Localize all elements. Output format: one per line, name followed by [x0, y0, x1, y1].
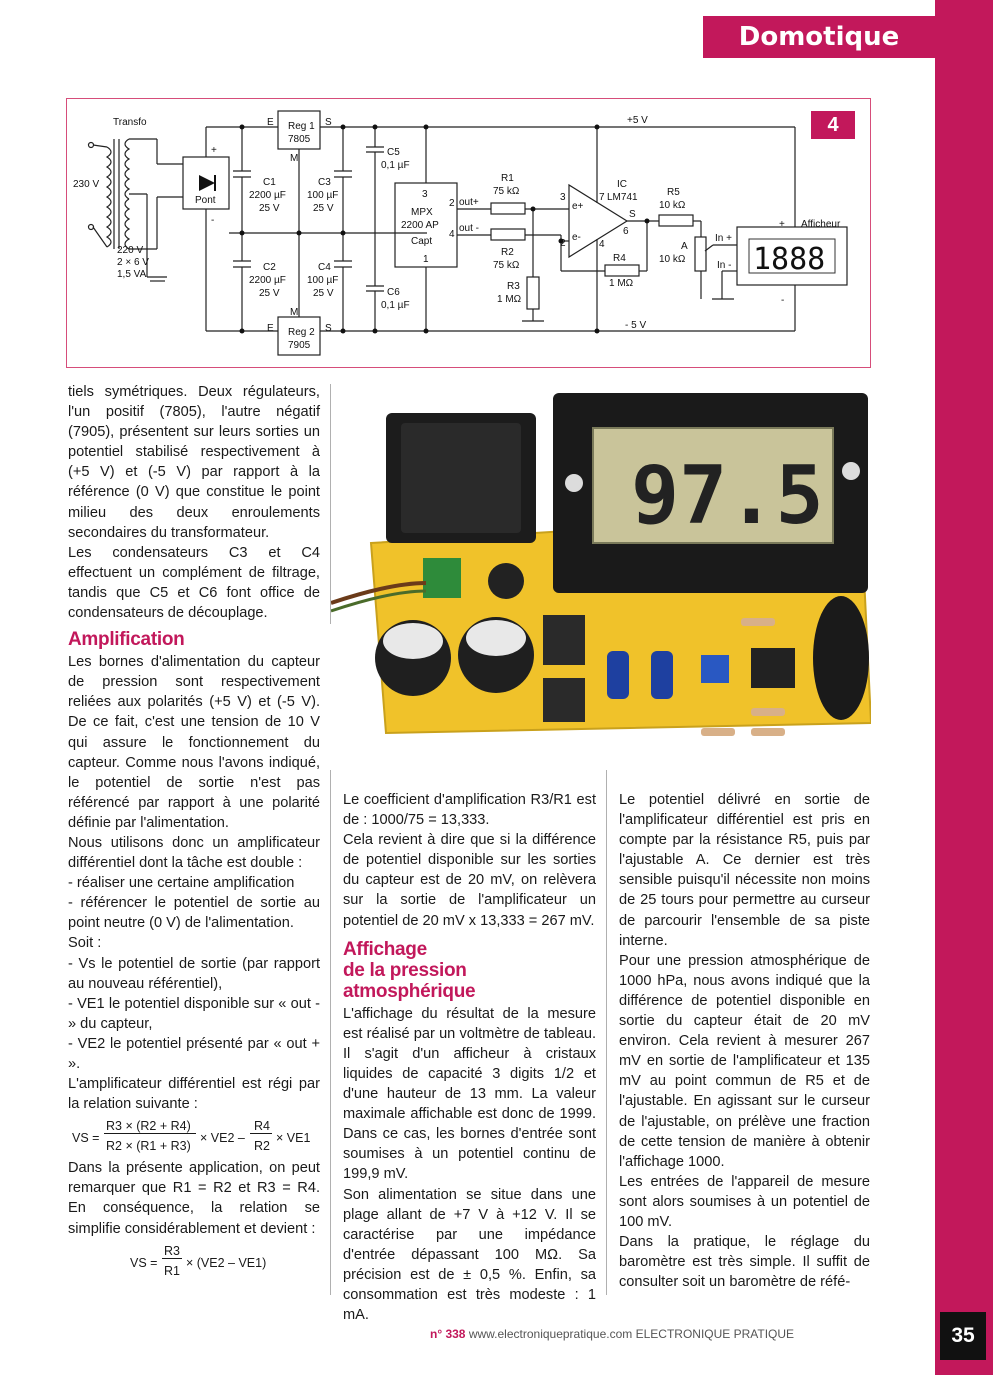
label-capt-pin4: 4	[449, 229, 455, 240]
label-in-minus: In -	[717, 260, 732, 271]
label-ic: IC	[617, 179, 627, 190]
label-capt-name: Capt	[411, 236, 433, 247]
label-e-minus: e-	[572, 232, 581, 243]
label-e2: E	[267, 323, 274, 334]
footer-site: www.electroniquepratique.com	[468, 1327, 633, 1341]
label-r3-val: 1 MΩ	[497, 294, 522, 305]
column-rule-1b	[330, 770, 331, 1295]
label-sec-1: 220 V	[117, 245, 144, 256]
formula-2-lhs: VS =	[130, 1255, 158, 1270]
col1-list-2: - référencer le potentiel de sortie au point neutre (0 V) de l'alimentation.	[68, 895, 320, 932]
formula-1-den2: R2	[254, 1139, 270, 1154]
column-3	[619, 790, 870, 1292]
label-m2: M	[290, 307, 299, 318]
page-number: 35	[940, 1312, 986, 1360]
formula-2-num: R3	[164, 1243, 180, 1258]
formula-1-den1: R2 × (R1 + R3)	[106, 1139, 191, 1154]
label-disp-minus: -	[781, 295, 785, 306]
col1-list-1: - réaliser une certaine amplification	[68, 875, 295, 892]
col1-def-vs: - Vs le potentiel de sortie (par rapport au nouveau référentiel),	[68, 955, 320, 992]
col2-para-3: L'affichage du résultat de la mesure est réalisé par un voltmètre de tableau. Il s'agit d'un afficheur à cristaux liquides de capacité 3 digits 1/2 et d'une hauteur de 13 mm. La valeur maximale affichable est donc de 1999. Dans ce cas, les bornes d'entrée sont soumises à un potentiel continu de 199,9 mV.	[343, 1005, 596, 1183]
label-c4-v: 25 V	[313, 288, 334, 299]
col3-para-1: Le potentiel délivré en sortie de l'amplificateur différentiel est pris en compte par la résistance R5, puis par l'ajustable A. Ce dernier est très sensible puisqu'il nécessite non moins de 25 tours pour permettre au curseur de parcourir l'ensemble de sa piste interne.	[619, 792, 870, 949]
formula-2-bar	[162, 1258, 182, 1259]
label-out-plus: out+	[459, 197, 479, 208]
section-header: Domotique	[703, 16, 935, 58]
label-c3: C3	[318, 177, 331, 188]
label-r1: R1	[501, 173, 514, 184]
label-c3-v: 25 V	[313, 203, 334, 214]
label-reg1: Reg 1	[288, 121, 315, 132]
photo-display-value: 97.5	[631, 449, 824, 542]
col1-def-ve1: - VE1 le potentiel disponible sur « out - » du capteur,	[68, 995, 320, 1032]
schematic-figure	[66, 98, 871, 368]
col1-para-soit: Soit :	[68, 935, 102, 952]
col1-para-relation: L'amplificateur différentiel est régi par la relation suivante :	[68, 1076, 320, 1113]
label-lm741: LM741	[607, 192, 638, 203]
label-c4: C4	[318, 262, 331, 273]
figure-number: 4	[811, 111, 855, 139]
heading-amplification: Amplification	[68, 629, 185, 651]
label-7905: 7905	[288, 340, 311, 351]
formula-1-lhs: VS =	[72, 1131, 100, 1146]
label-e-plus: e+	[572, 201, 584, 212]
label-pont-plus: +	[211, 145, 217, 156]
label-out-minus: out -	[459, 223, 480, 234]
label-c1-val: 2200 µF	[249, 190, 286, 201]
col2-para-2: Cela revient à dire que si la différence de potentiel disponible sur les sorties du capteur est de 20 mV, on relèvera sur la sortie de l'amplificateur un potentiel de 20 mV x 13,333 = 267 mV.	[343, 832, 596, 929]
formula-1-num2: R4	[254, 1119, 270, 1134]
heading-affichage-1: Affichage	[343, 938, 427, 960]
col3-para-4: Dans la pratique, le réglage du baromètre est très simple. Il suffit de consulter soit un baromètre de réfé-	[619, 1234, 870, 1291]
label-r2: R2	[501, 247, 514, 258]
label-pont: Pont	[195, 195, 216, 206]
col1-para-3: Les bornes d'alimentation du capteur de pression sont respectivement reliées aux polarités (+5 V) et (-5 V). De ce fait, c'est une tension de 10 V qui assure le fonctionnement du capteur. Comme nous l'avons indiqué, le potentiel de sortie n'est pas référencé par rapport à une polarité définie par l'alimentation.	[68, 654, 320, 831]
label-capt-pin1: 1	[423, 254, 429, 265]
label-c2-val: 2200 µF	[249, 275, 286, 286]
label-c2: C2	[263, 262, 276, 273]
label-disp-plus: +	[779, 219, 785, 230]
label-op-pin2: 2	[560, 238, 566, 249]
col1-para-2: Les condensateurs C3 et C4 effectuent un complément de filtrage, tandis que C5 et C6 font office de condensateurs de découplage.	[68, 544, 320, 622]
label-sec-2: 2 × 6 V	[117, 257, 149, 268]
label-c5-val: 0,1 µF	[381, 160, 410, 171]
label-r4: R4	[613, 253, 626, 264]
label-plus5v: +5 V	[627, 115, 648, 126]
label-sec-3: 1,5 VA	[117, 269, 147, 280]
display-digits: 1888	[753, 242, 826, 277]
formula-1-num1: R3 × (R2 + R4)	[106, 1119, 191, 1134]
label-r1-val: 75 kΩ	[493, 186, 520, 197]
column-1	[68, 382, 320, 1283]
label-c1-v: 25 V	[259, 203, 280, 214]
formula-1-mid: × VE2 –	[200, 1131, 245, 1146]
col2-para-4: Son alimentation se situe dans une plage allant de +7 V à +12 V. Il se caractérise par une impédance d'entrée dépassant 100 MΩ. Sa précision est de ± 0,5 %. Enfin, sa consommation est très modeste : 1 mA.	[343, 1186, 596, 1324]
label-afficheur: Afficheur	[801, 219, 841, 230]
label-reg2: Reg 2	[288, 327, 315, 338]
col1-para-5: Dans la présente application, on peut remarquer que R1 = R2 et R3 = R4. En conséquence, la relation se simplifie considérablement et devient :	[68, 1160, 320, 1237]
label-r2-val: 75 kΩ	[493, 260, 520, 271]
footer-magazine: ELECTRONIQUE PRATIQUE	[635, 1327, 795, 1341]
formula-1-bar2	[250, 1133, 272, 1134]
col1-def-ve2: - VE2 le potentiel présenté par « out + ».	[68, 1035, 320, 1072]
formula-1-tail: × VE1	[276, 1131, 311, 1146]
label-r4-val: 1 MΩ	[609, 278, 634, 289]
side-color-band	[935, 0, 993, 1375]
footer-issue: n° 338	[430, 1327, 466, 1341]
label-op-pin3: 3	[560, 192, 566, 203]
col1-para-1: tiels symétriques. Deux régulateurs, l'un positif (7805), l'autre négatif (7905), présentent sur leurs sorties un potentiel stabilisé respectivement à (+5 V) et (-5 V) par rapport à la référence (0 V) que constitue le point milieu des deux enroulements secondaires du transformateur.	[68, 384, 320, 541]
label-r5-val: 10 kΩ	[659, 200, 686, 211]
column-rule-2	[606, 770, 607, 1295]
label-minus5v: - 5 V	[625, 320, 647, 331]
label-pont-minus: -	[211, 215, 215, 226]
formula-1-bar1	[104, 1133, 196, 1134]
label-aj: A	[681, 241, 688, 252]
label-c1: C1	[263, 177, 276, 188]
column-2	[343, 790, 596, 1325]
label-r3: R3	[507, 281, 520, 292]
label-capt-mpx: MPX	[411, 207, 433, 218]
heading-affichage-2: de la pression atmosphérique	[343, 959, 476, 1002]
formula-2-den: R1	[164, 1263, 180, 1278]
label-7805: 7805	[288, 134, 311, 145]
label-c6: C6	[387, 287, 400, 298]
label-c2-v: 25 V	[259, 288, 280, 299]
schematic-diagram	[67, 99, 870, 367]
label-m1: M	[290, 153, 299, 164]
col3-para-3: Les entrées de l'appareil de mesure sont alors soumises à un potentiel de 100 mV.	[619, 1173, 870, 1230]
label-s1: S	[325, 117, 332, 128]
col3-para-2: Pour une pression atmosphérique de 1000 hPa, nous avons indiqué que la différence de potentiel disponible en sortie du capteur était de 20 mV environ. Cela revient à mesurer 267 mV en sortie de l'amplificateur et 135 mV au point commun de R5 et de l'ajustable. En agissant sur le curseur de l'ajustable, on prélève une fraction de cette tension de manière à obtenir l'affichage 1000.	[619, 952, 870, 1170]
label-op-pin6: 6	[623, 226, 629, 237]
label-e1: E	[267, 117, 274, 128]
column-rule-1a	[330, 384, 331, 624]
label-op-pin7: 7	[599, 192, 605, 203]
label-c6-val: 0,1 µF	[381, 300, 410, 311]
formula-2	[68, 1239, 320, 1283]
label-transfo: Transfo	[113, 117, 147, 128]
label-230v: 230 V	[73, 179, 100, 190]
label-op-s: S	[629, 209, 636, 220]
circuit-photo	[331, 393, 871, 760]
label-op-pin4: 4	[599, 239, 605, 250]
label-aj-val: 10 kΩ	[659, 254, 686, 265]
label-capt-pin3: 3	[422, 189, 428, 200]
page-footer	[430, 1327, 794, 1341]
label-capt-pin2: 2	[449, 198, 455, 209]
col1-para-4: Nous utilisons donc un amplificateur différentiel dont la tâche est double :	[68, 834, 320, 872]
label-r5: R5	[667, 187, 680, 198]
label-in-plus: In +	[715, 233, 732, 244]
label-c5: C5	[387, 147, 400, 158]
formula-2-tail: × (VE2 – VE1)	[186, 1255, 267, 1270]
label-capt-model: 2200 AP	[401, 220, 439, 231]
label-c4-val: 100 µF	[307, 275, 339, 286]
label-c3-val: 100 µF	[307, 190, 339, 201]
label-s2: S	[325, 323, 332, 334]
col2-para-1: Le coefficient d'amplification R3/R1 est de : 1000/75 = 13,333.	[343, 792, 596, 829]
formula-1	[68, 1114, 320, 1158]
